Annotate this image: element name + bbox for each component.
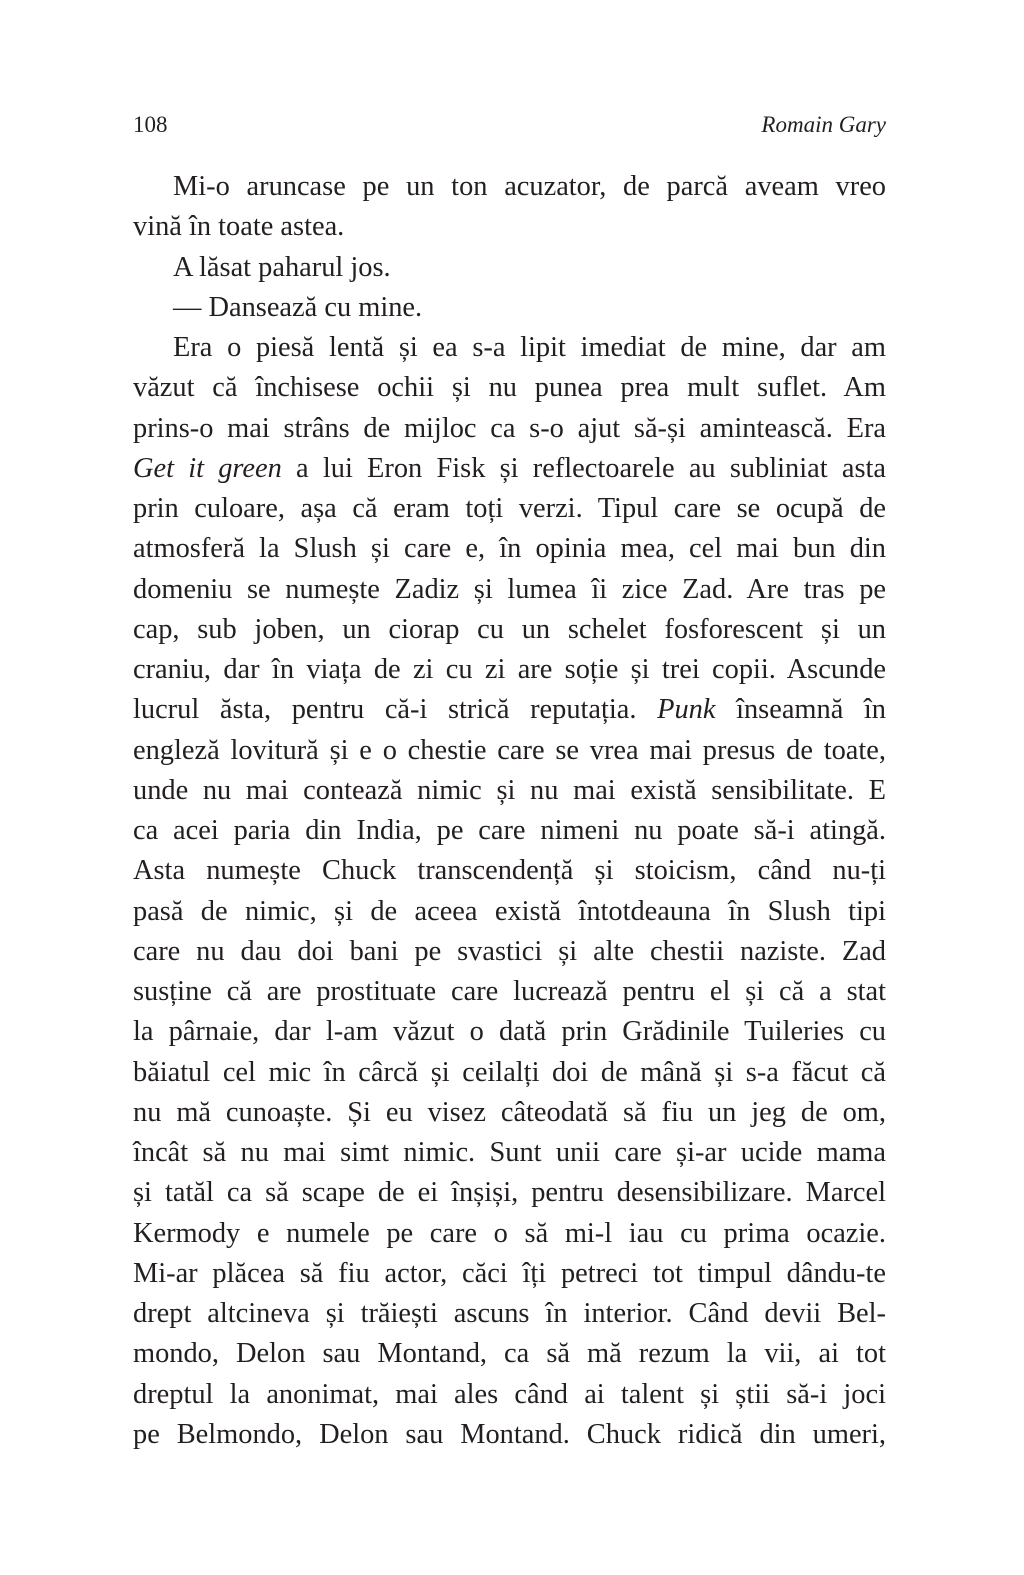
text-line: Mi-o aruncase pe un ton acuzator, de parcă aveam vreo — [173, 171, 886, 202]
text-line: craniu, dar în viața de zi cu zi are soție și trei copii. Ascunde — [133, 654, 886, 685]
page-number: 108 — [133, 112, 168, 137]
text-segment: a lui Eron Fisk și reflectoarele au subliniat asta — [281, 452, 886, 484]
text-line: Kermody e numele pe care o să mi-l iau cu prima ocazie. — [133, 1217, 886, 1249]
text-line: domeniu se numește Zadiz și lumea îi zice Zad. Are tras pe — [133, 573, 886, 605]
text-line: unde nu mai contează nimic și nu mai există sensibilitate. E — [133, 774, 886, 806]
text-line: care nu dau doi bani pe svastici și alte chestii naziste. Zad — [133, 935, 886, 967]
text-line: atmosferă la Slush și care e, în opinia mea, cel mai bun din — [133, 533, 886, 565]
text-line: — Dansează cu mine. — [173, 291, 423, 323]
text-segment: înseamnă în — [715, 694, 886, 726]
text-line: cap, sub joben, un ciorap cu un schelet fosforescent și un — [133, 613, 886, 645]
text-line: Era o piesă lentă și ea s-a lipit imediat de mine, dar am — [173, 332, 886, 363]
text-line: prin culoare, așa că eram toți verzi. Tipul care se ocupă de — [133, 493, 886, 524]
text-line: pe Belmondo, Delon sau Montand. Chuck ridică din umeri, — [133, 1418, 886, 1450]
text-line: Mi-ar plăcea să fiu actor, căci îți petreci tot timpul dându-te — [133, 1257, 886, 1289]
text-line: Asta numește Chuck transcendență și stoicism, când nu-ți — [133, 855, 886, 887]
text-line: A lăsat paharul jos. — [173, 251, 391, 283]
text-line: dreptul la anonimat, mai ales când ai talent și știi să-i joci — [133, 1378, 886, 1410]
text-line: văzut că închisese ochii și nu punea prea mult suflet. Am — [133, 372, 886, 404]
text-line: mondo, Delon sau Montand, ca să mă rezum la vii, ai tot — [133, 1338, 886, 1370]
text-line: prins-o mai strâns de mijloc ca s-o ajut să-și amintească. Era — [133, 412, 886, 444]
text-line: încât să nu mai simt nimic. Sunt unii care și-ar ucide mama — [133, 1137, 886, 1168]
running-title: Romain Gary — [761, 112, 886, 137]
text-segment: lucrul ăsta, pentru că-i strică reputația. — [133, 694, 658, 726]
text-line: ca acei paria din India, pe care nimeni nu poate să-i atingă. — [133, 815, 886, 846]
text-line: susține că are prostituate care lucrează pentru el și că a stat — [133, 976, 886, 1007]
text-line: și tatăl ca să scape de ei înșiși, pentru desensibilizare. Marcel — [133, 1177, 886, 1209]
text-line: drept altcineva și trăiești ascuns în interior. Când devii Bel- — [133, 1298, 886, 1329]
text-line: la pârnaie, dar l-am văzut o dată prin Grădinile Tuileries cu — [133, 1016, 886, 1048]
text-line: pasă de nimic, și de aceea există întotdeauna în Slush tipi — [133, 895, 886, 927]
italic-title: Get it green — [133, 452, 282, 484]
text-line: nu mă cunoaște. Și eu visez câteodată să fiu un jeg de om, — [133, 1096, 886, 1128]
page-header — [133, 112, 886, 142]
body-text — [133, 167, 886, 1455]
text-line: băiatul cel mic în cârcă și ceilalți doi de mână și s-a făcut că — [133, 1056, 886, 1088]
italic-title: Punk — [657, 694, 716, 726]
text-line: vină în toate astea. — [133, 211, 345, 243]
text-line: engleză lovitură și e o chestie care se vrea mai presus de toate, — [133, 734, 886, 766]
text-line — [133, 690, 886, 730]
text-line — [133, 449, 886, 489]
